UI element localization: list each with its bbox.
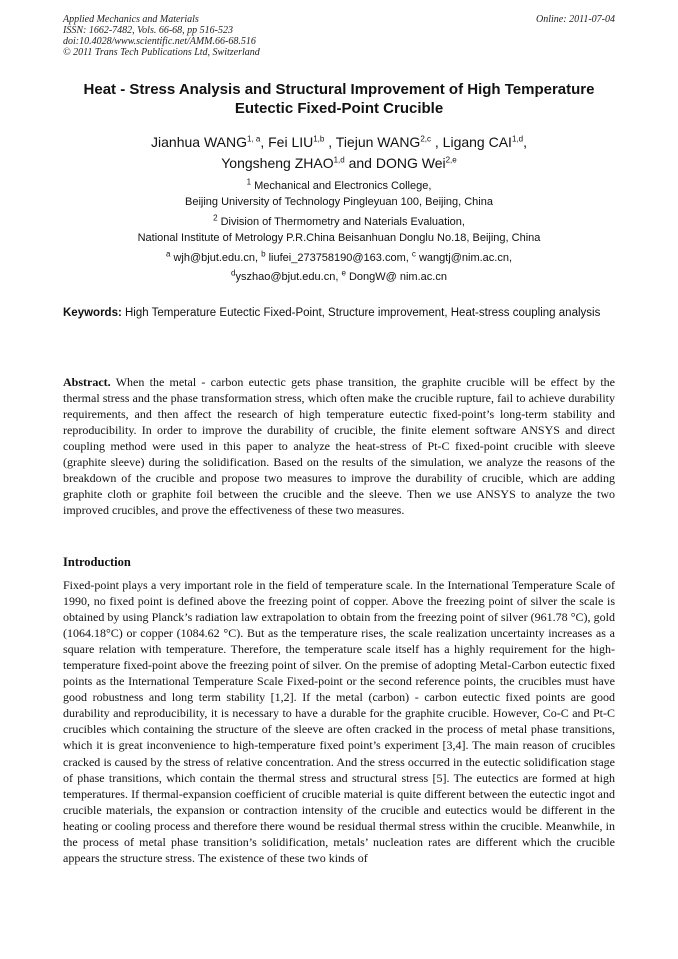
abstract (63, 374, 615, 518)
author-name: Ligang CAI (442, 134, 512, 150)
affiliation-line: Mechanical and Electronics College, (254, 180, 432, 192)
author-affiliation-mark: 1,d (511, 134, 524, 144)
email-address: DongW@ nim.ac.cn (348, 271, 447, 283)
keywords (63, 306, 615, 321)
email-address: wjh@bjut.edu.cn, (173, 252, 259, 264)
author-name: DONG Wei (375, 155, 446, 171)
doi-line: doi:10.4028/www.scientific.net/AMM.66-68.516 (63, 36, 256, 47)
author-line-2 (63, 153, 615, 174)
author-affiliation-mark: 2,e (445, 155, 457, 165)
journal-header (63, 14, 615, 58)
journal-name: Applied Mechanics and Materials (63, 14, 199, 25)
author-name: Jianhua WANG (151, 134, 247, 150)
author-affiliation-mark: 1,b (313, 134, 325, 144)
abstract-label: Abstract. (63, 375, 111, 389)
email-list (63, 249, 615, 287)
author-separator: , (431, 134, 443, 150)
author-affiliation-mark: 1, a (246, 134, 261, 144)
abstract-text: When the metal - carbon eutectic gets phase transition, the graphite crucible will be effect by the thermal stress and the phase transformation stress, which often make the crucible rupture, fail to achieve durability requirements, and then affect the research of high temperature eutectic fixed-point’s long-term stability and reproducibility. In order to improve the durability of crucible, the finite element software ANSYS and direct coupling method were used in this paper to analyze the heat-stress of Pt-C fixed-point crucible with sleeve (graphite sleeve) during the solidification. Based on the results of the simulation, we analyze the reasons of the breakdown of the crucible and propose two measures to improve the durability of crucible, which are adding graphite cloth or graphite foil between the crucible and the sleeve. Then we use ANSYS to analyze the two improved crucibles, and prove the effectiveness of these two measures. (63, 375, 615, 518)
affiliation-line: Division of Thermometry and Naterials Evaluation, (220, 216, 465, 228)
email-mark: c (411, 249, 416, 259)
section-heading-introduction: Introduction (63, 555, 131, 569)
email-address: liufei_273758190@163.com, (268, 252, 409, 264)
author-separator: and (344, 155, 376, 171)
affiliation-line: Beijing University of Technology Pingleyuan 100, Beijing, China (185, 196, 493, 208)
affiliation-2 (63, 214, 615, 246)
email-address: wangtj@nim.ac.cn, (418, 252, 513, 264)
email-address: yszhao@bjut.edu.cn, (235, 271, 339, 283)
copyright-line: © 2011 Trans Tech Publications Ltd, Switzerland (63, 47, 260, 58)
issn-line: ISSN: 1662-7482, Vols. 66-68, pp 516-523 (63, 25, 233, 36)
paper-title: Heat - Stress Analysis and Structural Improvement of High Temperature Eutectic Fixed-Point Crucible (83, 81, 595, 117)
author-separator: , (260, 134, 269, 150)
introduction-paragraph: Fixed-point plays a very important role in the field of temperature scale. In the International Temperature Scale of 1990, no fixed point is defined above the freezing point of copper. Above the freezing point of silver the scale is obtained by using Planck’s radiation law extrapolation to obtain from the freezing point of silver (961.78 °C), gold (1064.18°C) or copper (1084.62 °C). But as the temperature rises, the scale realization uncertainty increases as a square relation with temperature. Therefore, the temperature scale itself has a highly requirement for the high-temperature fixed-point above the freezing point of silver. On the premise of adopting Metal-Carbon eutectic fixed points as the International Temperature Scale Fixed-point or the second reference points, the crucibles must have good robustness and long term stability [1,2]. If the metal (carbon) - carbon eutectic fixed points are good durability and reproducibility, it is necessary to have a durable for the graphite crucible. However, Co-C and Pt-C crucibles which containing the structure of the sleeve are often cracked in the process of metal phase transitions, which it is great inconvenience to high-temperature fixed point’s experiment [3,4]. The main reason of crucibles cracked is caused by the stress of relative concentration. And the stress occurred in the eutectic solidification stage of phase transitions, which contain the thermal stress and structural stress [5]. The eutectics are formed at high temperatures. If thermal-expansion coefficient of crucible material is quite different between the eutectic ingot and crucible materials, the expansion or contraction intensity of the crucible and eutectics would be different in the heating or cooling process and therefore there wound be residual thermal stress within the crucible. Meanwhile, in the process of metal phase transition’s solidification, metals’ nucleation rates are different which the crucible appears the structure stress. The existence of these two kinds of (63, 578, 615, 865)
keywords-label: Keywords: (63, 307, 122, 319)
author-name: Tiejun WANG (335, 134, 421, 150)
affiliation-number: 2 (213, 213, 218, 223)
author-line-1 (63, 132, 615, 153)
affiliation-1 (63, 178, 615, 210)
email-mark: a (165, 249, 171, 259)
author-separator: , (324, 134, 336, 150)
online-date: Online: 2011-07-04 (536, 14, 615, 25)
author-affiliation-mark: 1,d (333, 155, 345, 165)
author-name: Yongsheng ZHAO (221, 155, 334, 171)
email-mark: d (231, 268, 236, 278)
author-affiliation-mark: 2,c (420, 134, 431, 144)
email-mark: b (261, 249, 266, 259)
email-mark: e (341, 268, 346, 278)
author-list (63, 132, 615, 174)
affiliation-line: National Institute of Metrology P.R.China Beisanhuan Donglu No.18, Beijing, China (137, 232, 541, 244)
affiliation-number: 1 (246, 177, 252, 187)
author-separator: , (523, 134, 527, 150)
author-name: Fei LIU (268, 134, 314, 150)
keywords-text: High Temperature Eutectic Fixed-Point, Structure improvement, Heat-stress coupling analysis (125, 307, 601, 319)
